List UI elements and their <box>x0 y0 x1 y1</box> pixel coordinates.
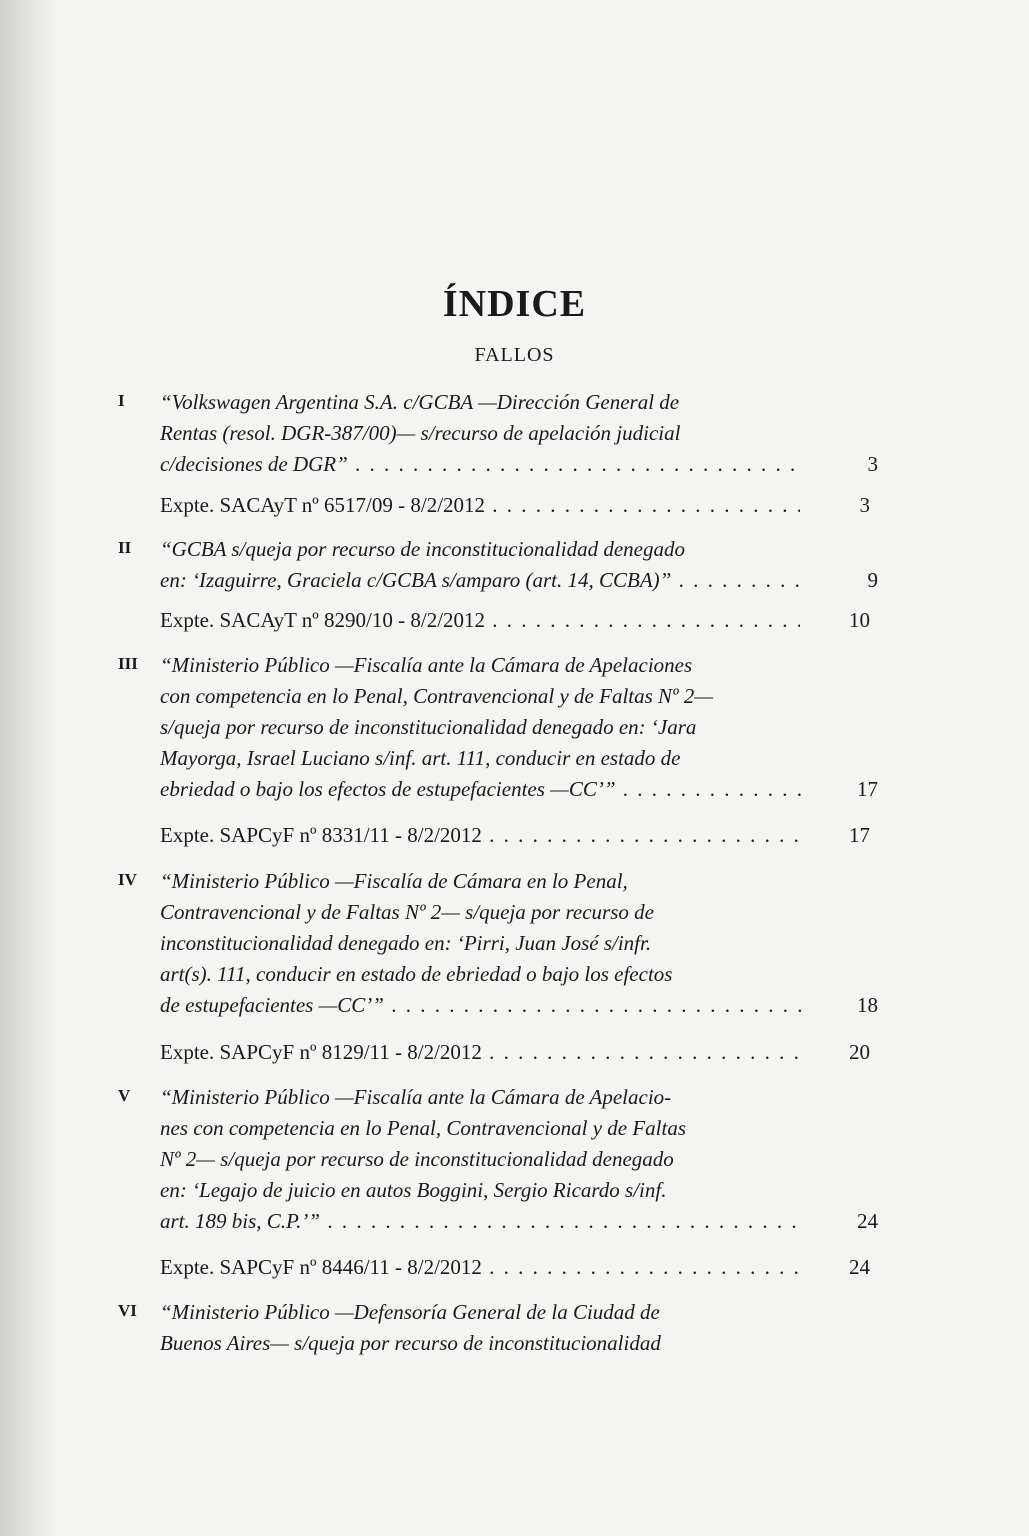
entry-line: nes con competencia en lo Penal, Contravencional y de Faltas <box>160 1116 687 1140</box>
entry-title <box>160 534 802 596</box>
entry-line: “Volkswagen Argentina S.A. c/GCBA —Dirección General de <box>160 390 680 414</box>
entry-page-number: 3 <box>867 452 878 476</box>
entry-title <box>160 1082 802 1237</box>
index-heading: ÍNDICE <box>442 283 587 325</box>
entry-page-number: 9 <box>867 568 878 592</box>
entry-page-number: 24 <box>857 1209 878 1233</box>
entry-page-number: 18 <box>857 993 878 1017</box>
entry-line: ebriedad o bajo los efectos de estupefacientes —CC’” . . . <box>160 774 802 805</box>
index-entry-3 <box>118 650 878 810</box>
entry-line: de estupefacientes —CC’” . . . <box>160 990 802 1021</box>
expte-line: Expte. SACAyT nº 8290/10 - 8/2/2012 . . . <box>160 605 800 636</box>
entry-numeral: I <box>118 391 125 410</box>
entry-line: “Ministerio Público —Fiscalía ante la Cámara de Apelaciones <box>160 653 693 677</box>
entry-line: c/decisiones de DGR” . . . <box>160 449 802 480</box>
entry-line: en: ‘Izaguirre, Graciela c/GCBA s/amparo (art. 14, CCBA)” . . . <box>160 565 802 596</box>
entry-line: s/queja por recurso de inconstitucionalidad denegado en: ‘Jara <box>160 715 697 739</box>
entry-line: “GCBA s/queja por recurso de inconstitucionalidad denegado <box>160 537 685 561</box>
entry-numeral: III <box>118 654 138 673</box>
index-entry-4 <box>118 866 878 1026</box>
entry-line: en: ‘Legajo de juicio en autos Boggini, Sergio Ricardo s/inf. <box>160 1178 667 1202</box>
expte-line: Expte. SAPCyF nº 8446/11 - 8/2/2012 . . . <box>160 1252 800 1283</box>
expte-line: Expte. SAPCyF nº 8331/11 - 8/2/2012 . . . <box>160 820 800 851</box>
section-heading-fallos: FALLOS <box>474 344 555 366</box>
entry-title <box>160 650 802 805</box>
entry-line: Rentas (resol. DGR-387/00)— s/recurso de apelación judicial <box>160 421 681 445</box>
entry-title <box>160 387 802 480</box>
index-entry-6 <box>118 1297 878 1367</box>
expte-page-number: 10 <box>849 608 870 632</box>
entry-numeral: V <box>118 1086 131 1105</box>
entry-numeral: II <box>118 538 132 557</box>
entry-line: con competencia en lo Penal, Contravencional y de Faltas Nº 2— <box>160 684 713 708</box>
entry-line: “Ministerio Público —Fiscalía ante la Cámara de Apelacio- <box>160 1085 672 1109</box>
page-edge-shadow <box>0 0 60 1536</box>
entry-line: “Ministerio Público —Fiscalía de Cámara en lo Penal, <box>160 869 628 893</box>
entry-line: “Ministerio Público —Defensoría General de la Ciudad de <box>160 1300 660 1324</box>
entry-line: Buenos Aires— s/queja por recurso de inconstitucionalidad <box>160 1331 661 1355</box>
index-entry-1 <box>118 387 878 487</box>
entry-page-number: 17 <box>857 777 878 801</box>
expte-page-number: 20 <box>849 1040 870 1064</box>
expte-line: Expte. SAPCyF nº 8129/11 - 8/2/2012 . . . <box>160 1037 800 1068</box>
entry-line: Contravencional y de Faltas Nº 2— s/queja por recurso de <box>160 900 654 924</box>
expte-line: Expte. SACAyT nº 6517/09 - 8/2/2012 . . . <box>160 490 800 521</box>
entry-line: Mayorga, Israel Luciano s/inf. art. 111, conducir en estado de <box>160 746 681 770</box>
entry-numeral: IV <box>118 870 137 889</box>
expte-page-number: 17 <box>849 823 870 847</box>
entry-line: art. 189 bis, C.P.’” . . . <box>160 1206 802 1237</box>
index-entry-2 <box>118 534 878 604</box>
entry-numeral: VI <box>118 1301 137 1320</box>
expte-page-number: 3 <box>859 493 870 517</box>
index-entry-5 <box>118 1082 878 1242</box>
entry-line: inconstitucionalidad denegado en: ‘Pirri, Juan José s/infr. <box>160 931 652 955</box>
entry-title <box>160 866 802 1021</box>
entry-title <box>160 1297 802 1359</box>
expte-page-number: 24 <box>849 1255 870 1279</box>
entry-line: art(s). 111, conducir en estado de ebriedad o bajo los efectos <box>160 962 673 986</box>
entry-line: Nº 2— s/queja por recurso de inconstitucionalidad denegado <box>160 1147 674 1171</box>
